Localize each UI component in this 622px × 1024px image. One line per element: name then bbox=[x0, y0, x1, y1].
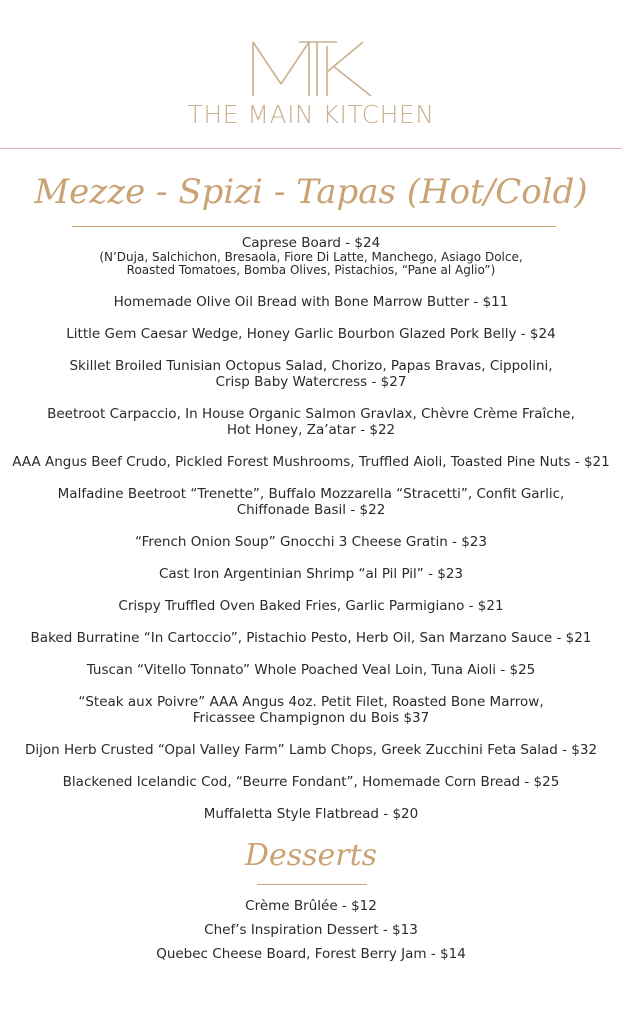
menu-item-line: Crème Brûlée - $12 bbox=[245, 898, 377, 914]
mezze-menu-item bbox=[0, 694, 622, 726]
mezze-menu-item bbox=[0, 326, 622, 342]
menu-item-note: Roasted Tomatoes, Bomba Olives, Pistachios, “Pane al Aglio”) bbox=[126, 263, 496, 277]
mezze-menu-item bbox=[0, 235, 622, 277]
mtk-logo-icon bbox=[251, 40, 375, 98]
menu-item-line: Crisp Baby Watercress - $27 bbox=[215, 374, 407, 390]
menu-item-line: Crispy Truffled Oven Baked Fries, Garlic Parmigiano - $21 bbox=[118, 598, 504, 614]
mezze-menu-item bbox=[0, 566, 622, 582]
menu-item-line: Skillet Broiled Tunisian Octopus Salad, Chorizo, Papas Bravas, Cippolini, bbox=[69, 358, 553, 374]
menu-item-line: Caprese Board - $24 bbox=[241, 235, 381, 251]
mezze-menu-item bbox=[0, 454, 622, 470]
menu-item-line: Cast Iron Argentinian Shrimp “al Pil Pil” - $23 bbox=[158, 566, 464, 582]
header-divider bbox=[0, 148, 622, 149]
menu-item-line: Muffaletta Style Flatbread - $20 bbox=[203, 806, 419, 822]
mezze-menu-item bbox=[0, 486, 622, 518]
mezze-menu-item bbox=[0, 662, 622, 678]
menu-item-line: “Steak aux Poivre” AAA Angus 4oz. Petit Filet, Roasted Bone Marrow, bbox=[78, 694, 544, 710]
mezze-menu-item bbox=[0, 534, 622, 550]
brand-name: THE MAIN KITCHEN bbox=[187, 100, 435, 129]
menu-item-line: Beetroot Carpaccio, In House Organic Salmon Gravlax, Chèvre Crème Fraîche, bbox=[47, 406, 575, 422]
menu-item-line: Homemade Olive Oil Bread with Bone Marrow Butter - $11 bbox=[113, 294, 509, 310]
menu-item-note: (N’Duja, Salchichon, Bresaola, Fiore Di Latte, Manchego, Asiago Dolce, bbox=[99, 250, 523, 264]
menu-header bbox=[0, 0, 622, 150]
mezze-menu-item bbox=[0, 406, 622, 438]
menu-item-line: Chef’s Inspiration Dessert - $13 bbox=[204, 922, 418, 938]
menu-item-line: Malfadine Beetroot “Trenette”, Buffalo Mozzarella “Stracetti”, Confit Garlic, bbox=[57, 486, 565, 502]
mezze-menu-item bbox=[0, 358, 622, 390]
mezze-section-title: Mezze - Spizi - Tapas (Hot/Cold) bbox=[34, 172, 588, 212]
menu-item-line: Chiffonade Basil - $22 bbox=[236, 502, 386, 518]
desserts-title-underline bbox=[257, 884, 367, 885]
desserts-section-title: Desserts bbox=[244, 838, 378, 873]
mezze-menu-item bbox=[0, 774, 622, 790]
menu-item-line: Dijon Herb Crusted “Opal Valley Farm” Lamb Chops, Greek Zucchini Feta Salad - $32 bbox=[24, 742, 598, 758]
mezze-menu-item bbox=[0, 630, 622, 646]
dessert-menu-item bbox=[0, 946, 622, 962]
menu-item-line: Little Gem Caesar Wedge, Honey Garlic Bourbon Glazed Pork Belly - $24 bbox=[66, 326, 556, 342]
menu-item-line: “French Onion Soup” Gnocchi 3 Cheese Gratin - $23 bbox=[135, 534, 487, 550]
menu-item-line: Tuscan “Vitello Tonnato” Whole Poached Veal Loin, Tuna Aioli - $25 bbox=[86, 662, 536, 678]
mezze-title-underline bbox=[72, 226, 556, 227]
mezze-menu-item bbox=[0, 294, 622, 310]
mezze-menu-item bbox=[0, 806, 622, 822]
mezze-menu-item bbox=[0, 742, 622, 758]
menu-item-line: Fricassee Champignon du Bois $37 bbox=[192, 710, 430, 726]
mezze-menu-item bbox=[0, 598, 622, 614]
menu-item-line: Quebec Cheese Board, Forest Berry Jam - $14 bbox=[156, 946, 466, 962]
dessert-menu-item bbox=[0, 922, 622, 938]
menu-item-line: AAA Angus Beef Crudo, Pickled Forest Mushrooms, Truffled Aioli, Toasted Pine Nuts - $21 bbox=[12, 454, 610, 470]
dessert-menu-item bbox=[0, 898, 622, 914]
menu-item-line: Blackened Icelandic Cod, “Beurre Fondant”, Homemade Corn Bread - $25 bbox=[62, 774, 560, 790]
menu-item-line: Hot Honey, Za’atar - $22 bbox=[226, 422, 396, 438]
menu-item-line: Baked Burratine “In Cartoccio”, Pistachio Pesto, Herb Oil, San Marzano Sauce - $21 bbox=[30, 630, 592, 646]
